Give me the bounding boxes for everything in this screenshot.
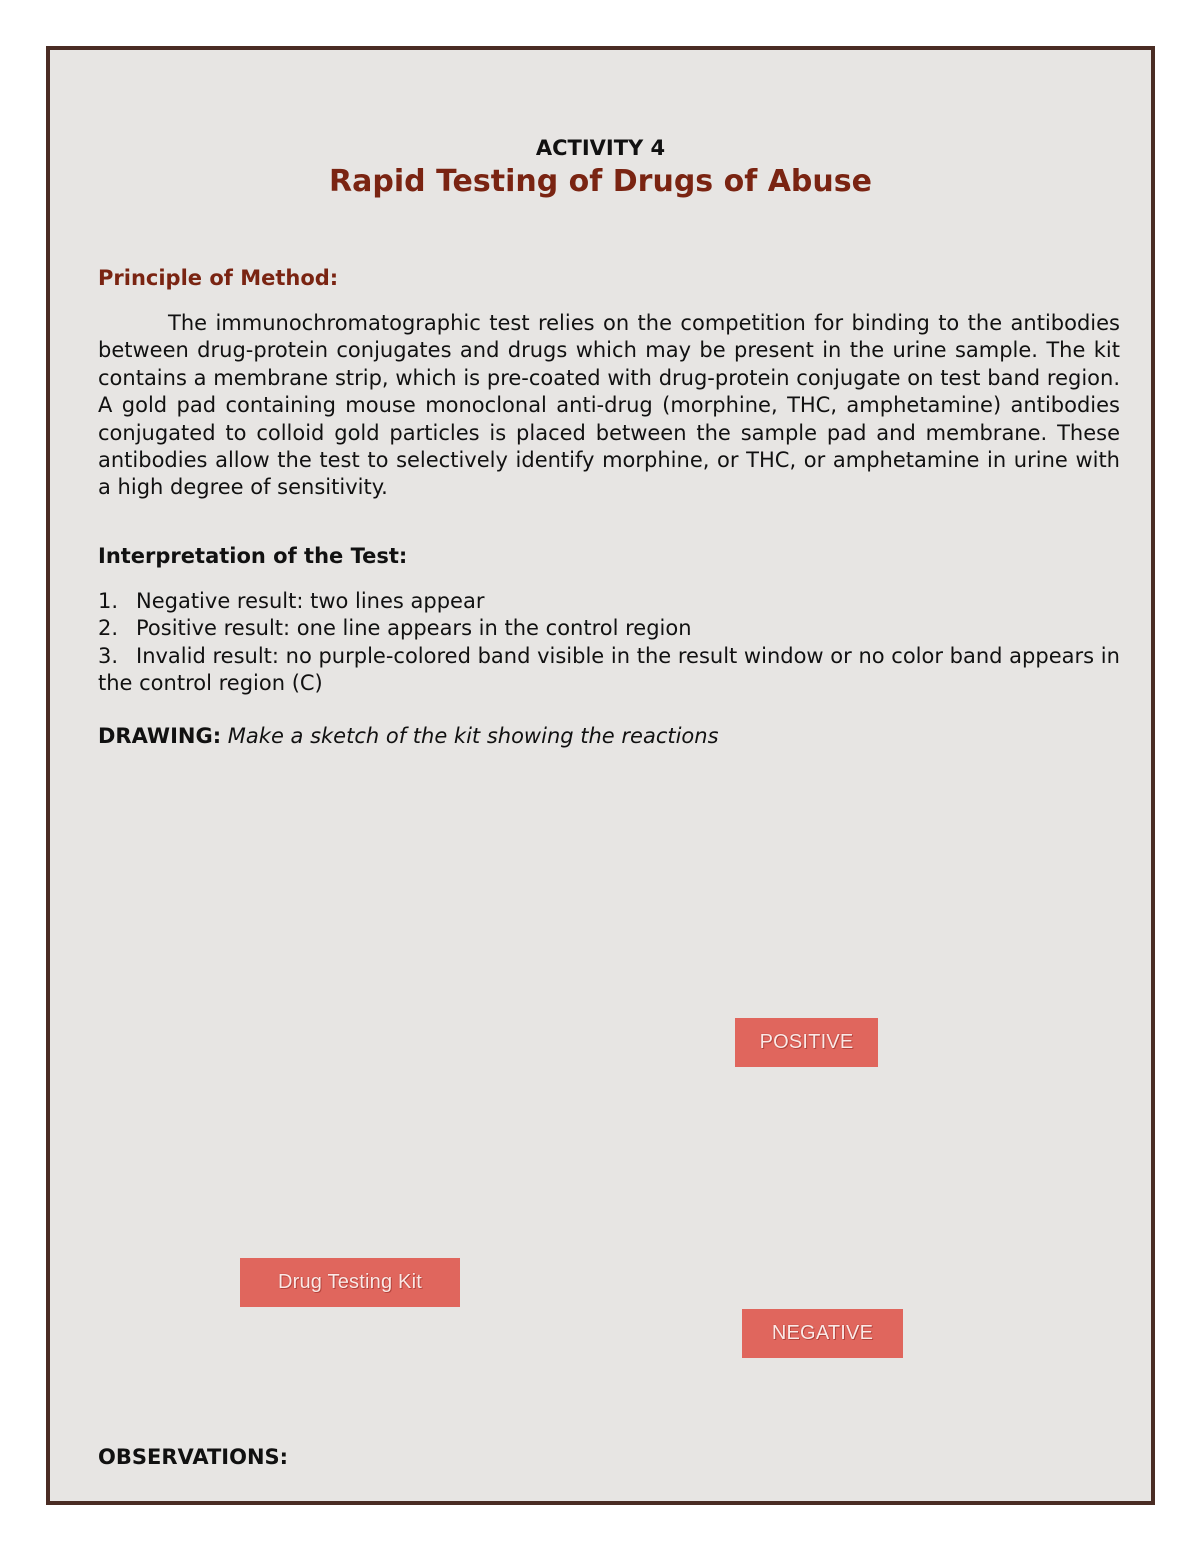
drawing-instruction-text: Make a sketch of the kit showing the reactions	[227, 724, 719, 748]
principle-text: The immunochromatographic test relies on the competition for binding to the antibodies between drug-protein conjugates and drugs which may be present in the urine sample. The kit contains a membrane strip, which is pre-coated with drug-protein conjugate on test band region. A gold pad containing mouse monoclonal anti-drug (morphine, THC, amphetamine) antibodies conjugated to colloid gold particles is placed between the sample pad and membrane. These antibodies allow the test to selectively identify morphine, or THC, or amphetamine in urine with a high degree of sensitivity.	[98, 311, 1120, 500]
list-item	[98, 588, 1120, 615]
page-title: Rapid Testing of Drugs of Abuse	[329, 164, 872, 199]
positive-label-box: POSITIVE	[735, 1018, 878, 1067]
interpretation-list	[98, 588, 1120, 698]
drawing-instruction	[98, 724, 719, 748]
observations-heading: OBSERVATIONS:	[98, 1445, 289, 1469]
list-item-text: Negative result: two lines appear	[136, 589, 485, 613]
list-item-number: 2.	[98, 616, 119, 641]
negative-label-box: NEGATIVE	[742, 1309, 903, 1358]
list-item-text: Invalid result: no purple-colored band visible in the result window or no color band appears in the control region (C)	[98, 643, 1120, 696]
interpretation-heading: Interpretation of the Test:	[98, 544, 408, 568]
principle-heading: Principle of Method:	[98, 266, 339, 290]
list-item	[98, 643, 1120, 698]
list-item	[98, 615, 1120, 642]
list-item-number: 3.	[98, 643, 119, 668]
drawing-label: DRAWING:	[98, 724, 222, 748]
page-frame	[46, 46, 1155, 1505]
principle-paragraph	[98, 310, 1120, 502]
drug-testing-kit-label-box: Drug Testing Kit	[240, 1258, 460, 1307]
list-item-number: 1.	[98, 589, 119, 613]
list-item-text: Positive result: one line appears in the control region	[136, 616, 692, 641]
activity-label: ACTIVITY 4	[535, 136, 666, 160]
